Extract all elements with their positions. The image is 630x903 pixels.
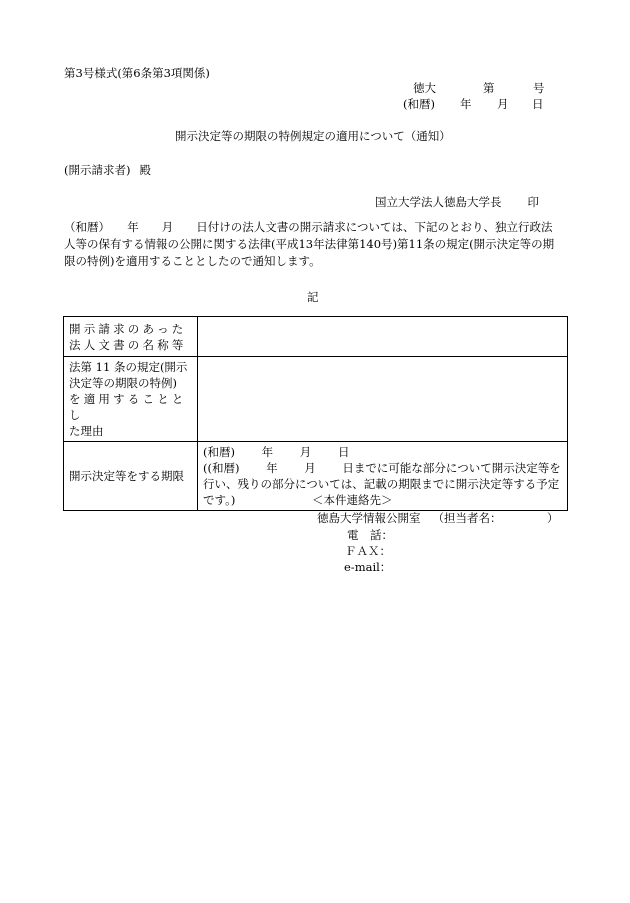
- person-close: ）: [547, 511, 559, 525]
- contact-heading: ＜本件連絡先＞: [312, 493, 393, 507]
- contact-office: [317, 510, 559, 526]
- form-number: 第3号様式(第6条第3項関係): [64, 66, 210, 80]
- value-line: 行い、残りの部分については、記載の期限までに開示決定等する予定: [203, 477, 560, 491]
- label-line: 法第 11 条の規定(開示: [69, 360, 188, 374]
- seal-mark: 印: [527, 195, 539, 209]
- number-prefix: 第: [483, 81, 495, 95]
- ki-heading: 記: [307, 290, 319, 304]
- label-line: た理由: [69, 424, 104, 438]
- value-line: です。): [203, 493, 236, 507]
- value-line: (和暦) 年 月 日: [203, 445, 350, 459]
- value-line: ((和暦) 年 月 日までに可能な部分について開示決定等を: [203, 461, 561, 475]
- body-line: （和暦） 年 月 日付けの法人文書の開示請求については、下記のとおり、独立行政法: [64, 220, 553, 234]
- label-line: 決定等の期限の特例): [69, 376, 177, 390]
- day-label: 日: [532, 97, 544, 111]
- body-line: 人等の保有する情報の公開に関する法律(平成13年法律第140号)第11条の規定(開示決定等の期: [64, 237, 555, 251]
- body-line: 限の特例)を適用することとしたので通知します。: [64, 254, 321, 268]
- office-name: 徳島大学情報公開室: [317, 511, 421, 525]
- details-table: [63, 316, 568, 511]
- table-row: [64, 317, 568, 357]
- addressee: [64, 162, 151, 178]
- person-label: （担当者名：: [432, 511, 502, 525]
- row-label-deadline: 開示決定等をする期限: [64, 442, 198, 511]
- addressee-label: (開示請求者): [64, 163, 131, 177]
- contact-email: e-mail：: [344, 560, 392, 574]
- row-label-reason: [64, 357, 198, 442]
- contact-phone: 電 話：: [347, 528, 393, 542]
- notice-body: [64, 219, 569, 270]
- contact-fax: ＦＡＸ：: [345, 544, 391, 558]
- row-value-document-name: [198, 317, 568, 357]
- sender-name: 国立大学法人徳島大学長: [375, 195, 502, 209]
- table-row: [64, 357, 568, 442]
- month-label: 月: [497, 97, 509, 111]
- label-line: 法人文書の名称等: [69, 337, 187, 352]
- label-line: を適用することとし: [69, 392, 187, 422]
- row-value-reason: [198, 357, 568, 442]
- row-label-document-name: [64, 317, 198, 357]
- sender: [375, 194, 539, 210]
- era-label: (和暦): [403, 97, 435, 111]
- label-line: 開示請求のあった: [69, 321, 187, 336]
- addressee-honorific: 殿: [139, 163, 151, 177]
- number-suffix: 号: [533, 81, 545, 95]
- office-abbrev: 徳大: [413, 81, 436, 95]
- document-title: 開示決定等の期限の特例規定の適用について（通知）: [175, 129, 451, 143]
- year-label: 年: [460, 97, 472, 111]
